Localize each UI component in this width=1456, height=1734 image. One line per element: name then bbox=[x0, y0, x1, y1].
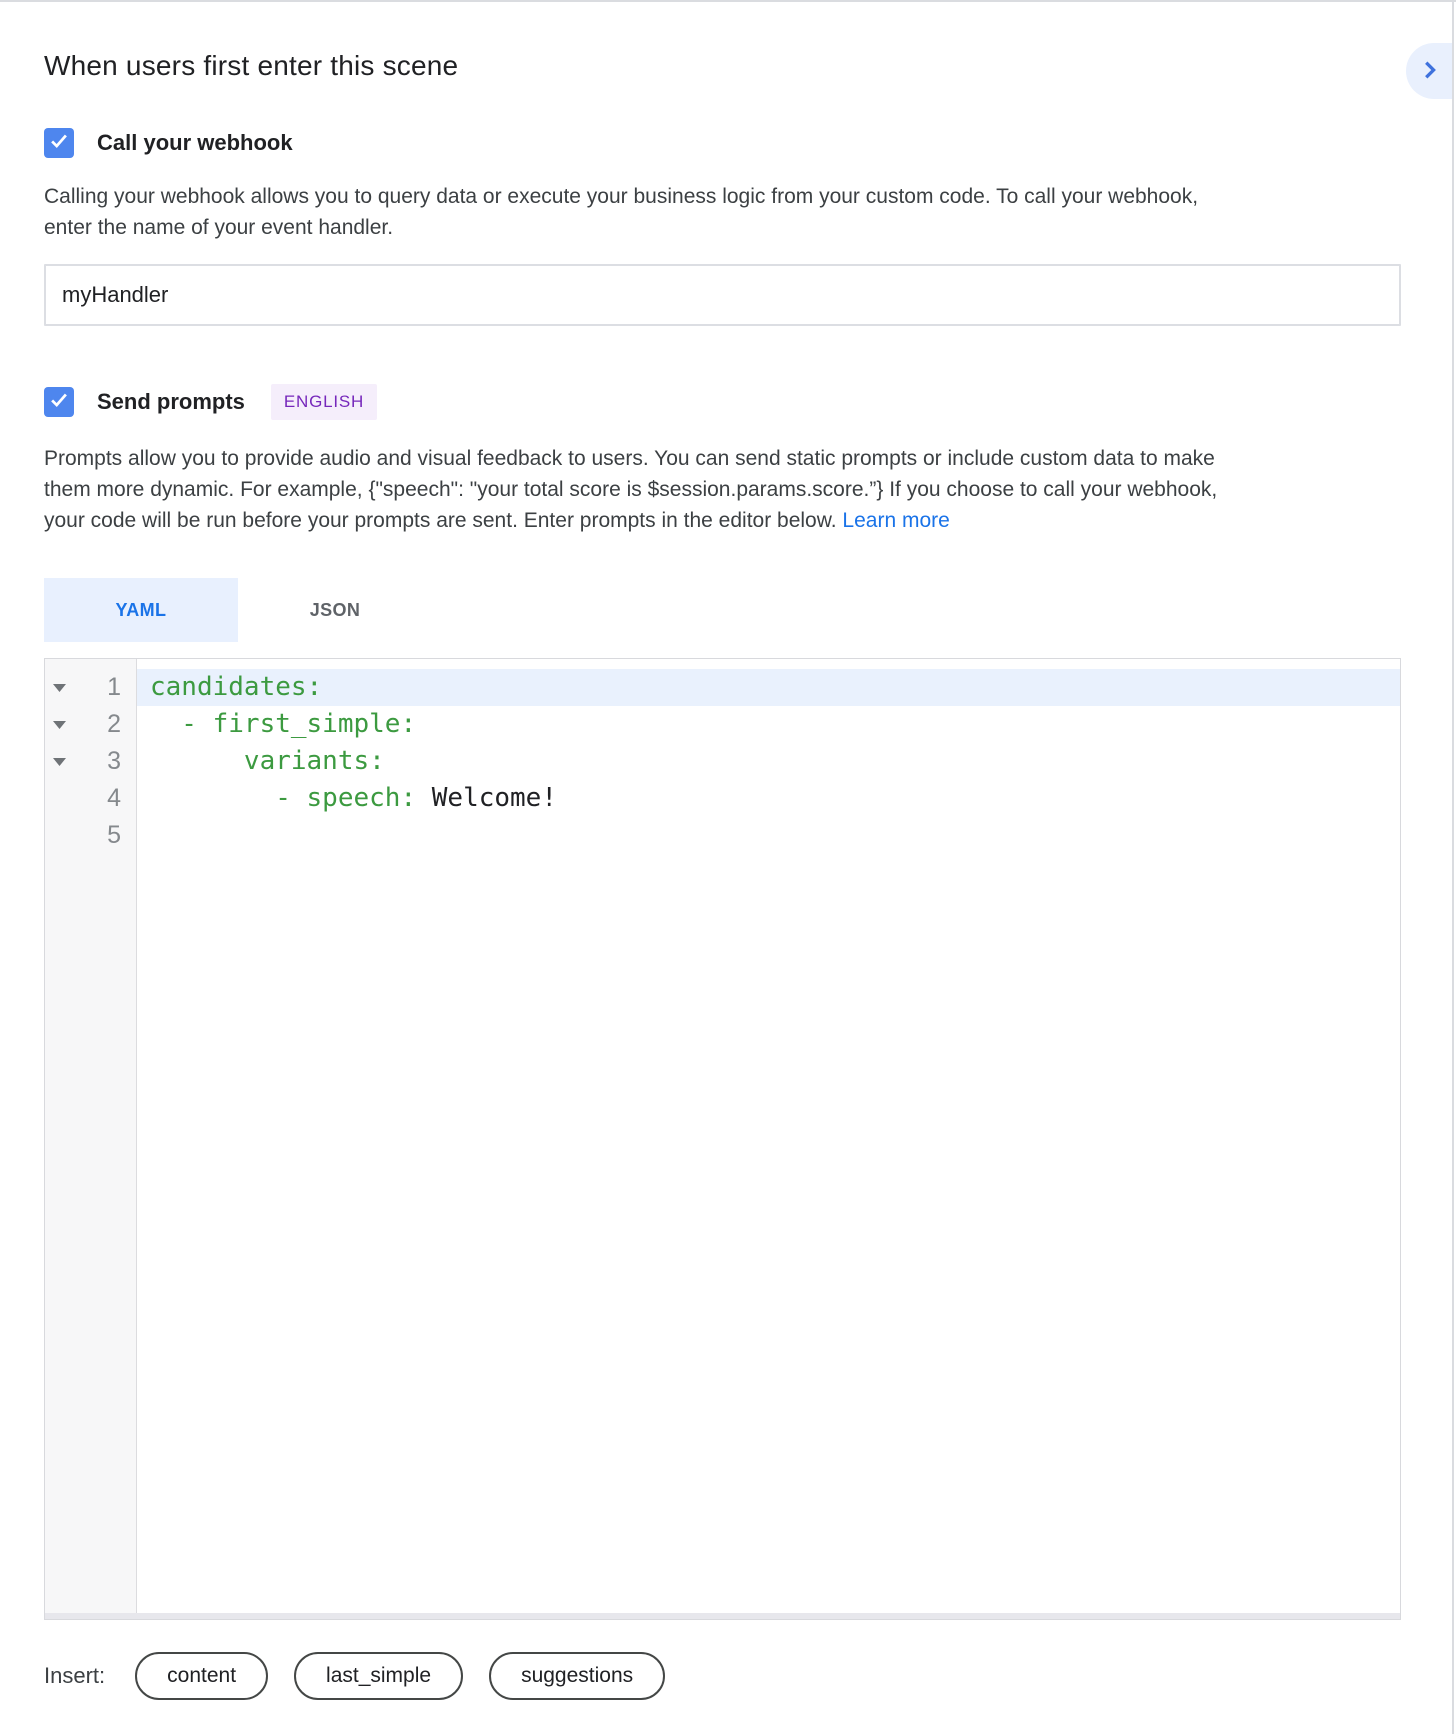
language-badge: ENGLISH bbox=[271, 384, 377, 420]
insert-chip-last-simple[interactable]: last_simple bbox=[294, 1652, 463, 1700]
event-handler-input[interactable] bbox=[44, 264, 1401, 326]
call-webhook-label: Call your webhook bbox=[97, 130, 293, 155]
prompts-description-line3: your code will be run before your prompts are sent. Enter prompts in the editor below. Learn more bbox=[44, 509, 950, 532]
line-number: 2 bbox=[107, 710, 121, 738]
prompts-description bbox=[44, 443, 1401, 536]
scene-enter-panel bbox=[0, 50, 1456, 1700]
checkmark-icon bbox=[48, 130, 70, 157]
send-prompts-row bbox=[44, 384, 1401, 420]
gutter-row bbox=[45, 669, 136, 706]
fold-arrow-icon[interactable] bbox=[45, 721, 75, 729]
line-number: 3 bbox=[107, 747, 121, 775]
editor-gutter bbox=[45, 659, 137, 1613]
code-line-3: variants: bbox=[150, 746, 385, 776]
webhook-description-line1: Calling your webhook allows you to query data or execute your business logic from your custom code. To call your webhook, bbox=[44, 185, 1199, 208]
learn-more-link[interactable]: Learn more bbox=[842, 509, 950, 532]
gutter-row bbox=[45, 817, 136, 854]
send-prompts-label: Send prompts bbox=[97, 389, 245, 414]
gutter-row bbox=[45, 780, 136, 817]
prompts-description-line1: Prompts allow you to provide audio and visual feedback to users. You can send static prompts or include custom data to make bbox=[44, 447, 1215, 470]
line-number: 4 bbox=[107, 784, 121, 812]
insert-chip-content[interactable]: content bbox=[135, 1652, 268, 1700]
checkmark-icon bbox=[48, 389, 70, 416]
insert-bar bbox=[44, 1652, 1401, 1700]
webhook-description-line2: enter the name of your event handler. bbox=[44, 216, 394, 239]
page-title: When users first enter this scene bbox=[44, 50, 459, 81]
editor-scrollbar-track[interactable] bbox=[45, 1613, 1400, 1619]
yaml-code-area[interactable] bbox=[137, 659, 1400, 1613]
insert-label: Insert: bbox=[44, 1663, 106, 1688]
gutter-row bbox=[45, 706, 136, 743]
call-webhook-checkbox[interactable] bbox=[44, 128, 74, 158]
code-line-1: candidates: bbox=[137, 669, 1400, 706]
editor-format-tabs bbox=[44, 578, 1401, 642]
fold-arrow-icon[interactable] bbox=[45, 758, 75, 766]
line-number: 5 bbox=[107, 821, 121, 849]
line-number: 1 bbox=[107, 673, 121, 701]
prompts-description-line2: them more dynamic. For example, {"speech": "your total score is $session.params.score.”} If you choose to call your webhook, bbox=[44, 478, 1218, 501]
insert-chip-suggestions[interactable]: suggestions bbox=[489, 1652, 665, 1700]
code-line-4: - speech: Welcome! bbox=[150, 783, 557, 813]
webhook-description bbox=[44, 181, 1401, 243]
fold-arrow-icon[interactable] bbox=[45, 684, 75, 692]
chevron-right-icon bbox=[1418, 59, 1440, 84]
send-prompts-checkbox[interactable] bbox=[44, 387, 74, 417]
prompt-code-editor bbox=[44, 658, 1401, 1620]
tab-json[interactable]: JSON bbox=[238, 578, 432, 642]
panel-right-border bbox=[1452, 2, 1454, 1734]
code-line-5 bbox=[137, 817, 1400, 854]
tab-yaml[interactable]: YAML bbox=[44, 578, 238, 642]
call-webhook-row bbox=[44, 128, 1401, 158]
code-line-2: - first_simple: bbox=[150, 709, 417, 739]
editor-main bbox=[45, 659, 1400, 1613]
gutter-row bbox=[45, 743, 136, 780]
